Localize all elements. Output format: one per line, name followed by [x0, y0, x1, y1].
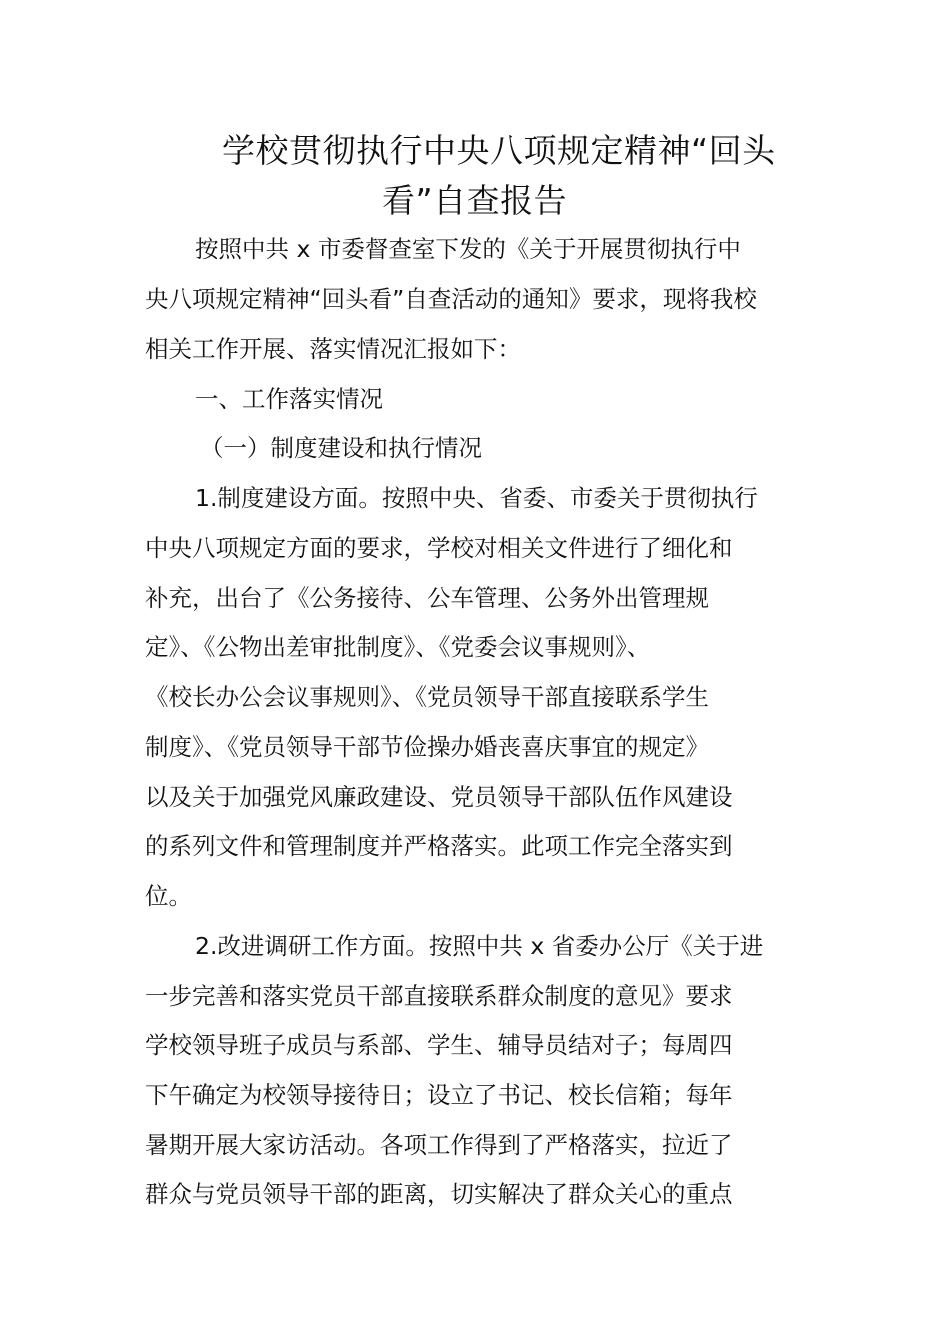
item2-line: 学校领导班子成员与系部、学生、辅导员结对子；每周四: [145, 1031, 733, 1059]
item1-line: 制度》、《党员领导干部节俭操办婚丧喜庆事宜的规定》: [145, 733, 709, 761]
report-title-line-2: 看”自查报告: [382, 181, 568, 220]
item1-line: 1.制度建设方面。按照中央、省委、市委关于贯彻执行: [195, 484, 758, 512]
item2-line: 暑期开展大家访活动。各项工作得到了严格落实，拉近了: [145, 1131, 733, 1159]
item2-line: 下午确定为校领导接待日；设立了书记、校长信箱；每年: [145, 1081, 733, 1109]
item2-line: 2.改进调研工作方面。按照中共 x 省委办公厅《关于进: [195, 932, 764, 960]
subsection-heading: （一）制度建设和执行情况: [200, 434, 482, 462]
item1-line: 以及关于加强党风廉政建设、党员领导干部队伍作风建设: [145, 783, 733, 811]
item1-line: 《校长办公会议事规则》、《党员领导干部直接联系学生: [145, 683, 709, 711]
intro-line: 相关工作开展、落实情况汇报如下：: [145, 335, 521, 363]
item1-line: 位。: [145, 882, 192, 910]
item1-line: 定》、《公物出差审批制度》、《党委会议事规则》、: [145, 633, 651, 661]
item2-line: 一步完善和落实党员干部直接联系群众制度的意见》要求: [145, 982, 733, 1010]
item1-line: 补充，出台了《公务接待、公车管理、公务外出管理规: [145, 584, 709, 612]
item1-line: 的系列文件和管理制度并严格落实。此项工作完全落实到: [145, 832, 733, 860]
section-heading: 一、工作落实情况: [195, 385, 383, 413]
report-title-line-1: 学校贯彻执行中央八项规定精神“回头: [222, 131, 776, 170]
item2-line: 群众与党员领导干部的距离，切实解决了群众关心的重点: [145, 1180, 733, 1208]
intro-line: 央八项规定精神“回头看”自查活动的通知》要求，现将我校: [145, 285, 757, 313]
intro-line: 按照中共 x 市委督查室下发的《关于开展贯彻执行中: [195, 235, 741, 263]
item1-line: 中央八项规定方面的要求，学校对相关文件进行了细化和: [145, 534, 733, 562]
